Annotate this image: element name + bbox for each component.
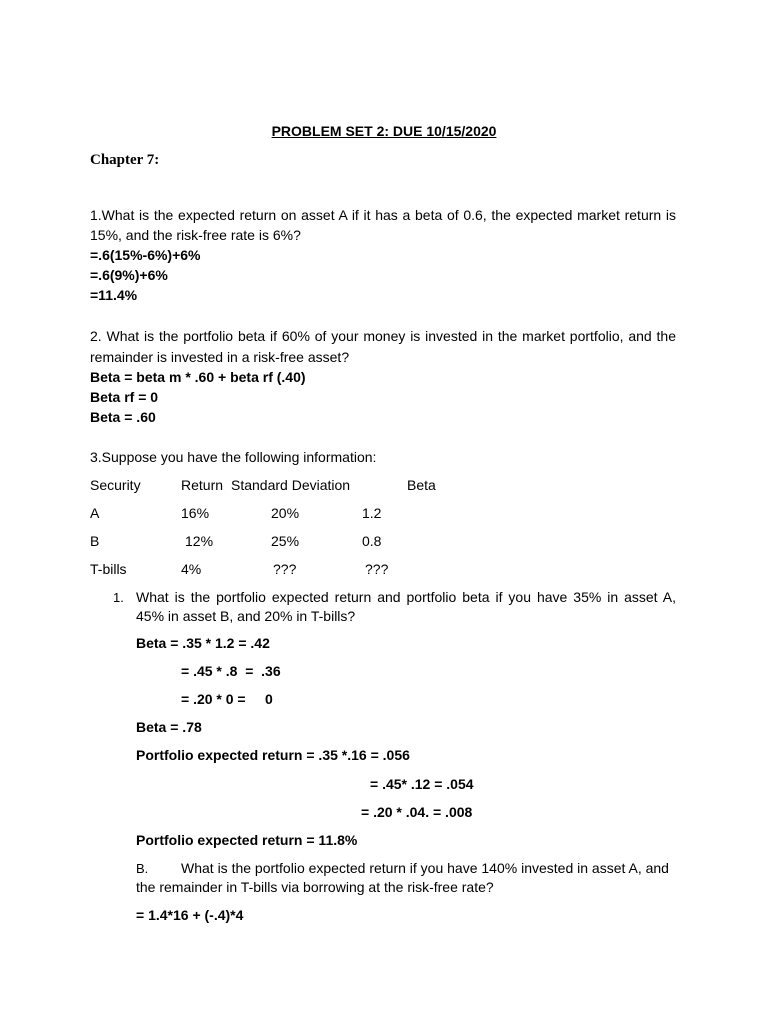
table-cell: 12%	[185, 533, 214, 549]
beta-total: Beta = .78	[136, 719, 202, 735]
question-2-text: 2. What is the portfolio beta if 60% of your money is invested in the market portfolio, and the remainder is invested in a risk-free asset?	[90, 328, 676, 365]
table-cell: B	[90, 533, 100, 549]
table-cell: 20%	[271, 505, 300, 521]
part-b-marker: B.	[136, 861, 149, 876]
table-header-beta: Beta	[407, 477, 436, 493]
q2-answer-line-2: Beta rf = 0	[90, 389, 159, 405]
table-header-return: Return	[181, 477, 224, 493]
chapter-heading: Chapter 7:	[90, 152, 160, 168]
table-cell: ???	[273, 561, 297, 577]
q2-answer-line-3: Beta = .60	[90, 409, 156, 425]
table-cell: A	[90, 505, 100, 521]
part-b-answer: = 1.4*16 + (-.4)*4	[136, 907, 244, 923]
return-calc-line-3: = .20 * .04. = .008	[361, 804, 473, 820]
part-b-question-wrap	[136, 859, 676, 897]
part-b-question: What is the portfolio expected return if you have 140% invested in asset A, and the remainder in T-bills via borrowing at the risk-free rate?	[136, 860, 669, 895]
beta-calc-line-1: Beta = .35 * 1.2 = .42	[136, 635, 270, 651]
table-header-std-dev: Standard Deviation	[231, 477, 351, 493]
table-cell: 25%	[271, 533, 300, 549]
table-cell: 0.8	[362, 533, 382, 549]
table-cell: 4%	[181, 561, 202, 577]
return-total: Portfolio expected return = 11.8%	[136, 832, 358, 848]
table-cell: 1.2	[362, 505, 382, 521]
q1-answer-line-2: =.6(9%)+6%	[90, 267, 168, 283]
page-title: PROBLEM SET 2: DUE 10/15/2020	[271, 123, 497, 139]
q1-answer-line-3: =11.4%	[90, 287, 138, 303]
table-cell: 16%	[181, 505, 210, 521]
beta-calc-line-2: = .45 * .8 = .36	[181, 663, 281, 679]
table-cell: ???	[365, 561, 389, 577]
table-header-security: Security	[90, 477, 141, 493]
beta-calc-line-3: = .20 * 0 = 0	[181, 691, 273, 707]
return-calc-line-1: Portfolio expected return = .35 *.16 = .056	[136, 747, 410, 763]
part-1-question: What is the portfolio expected return and portfolio beta if you have 35% in asset A, 45% in asset B, and 20% in T-bills?	[136, 589, 676, 624]
question-1-text: 1.What is the expected return on asset A if it has a beta of 0.6, the expected market return is 15%, and the risk-free rate is 6%?	[90, 207, 676, 243]
q1-answer-line-1: =.6(15%-6%)+6%	[90, 247, 201, 263]
part-1-marker: 1.	[113, 590, 124, 605]
return-calc-line-2: = .45* .12 = .054	[370, 776, 474, 792]
question-3-intro: 3.Suppose you have the following information:	[90, 449, 377, 465]
table-cell: T-bills	[90, 561, 127, 577]
q2-answer-line-1: Beta = beta m * .60 + beta rf (.40)	[90, 369, 306, 385]
